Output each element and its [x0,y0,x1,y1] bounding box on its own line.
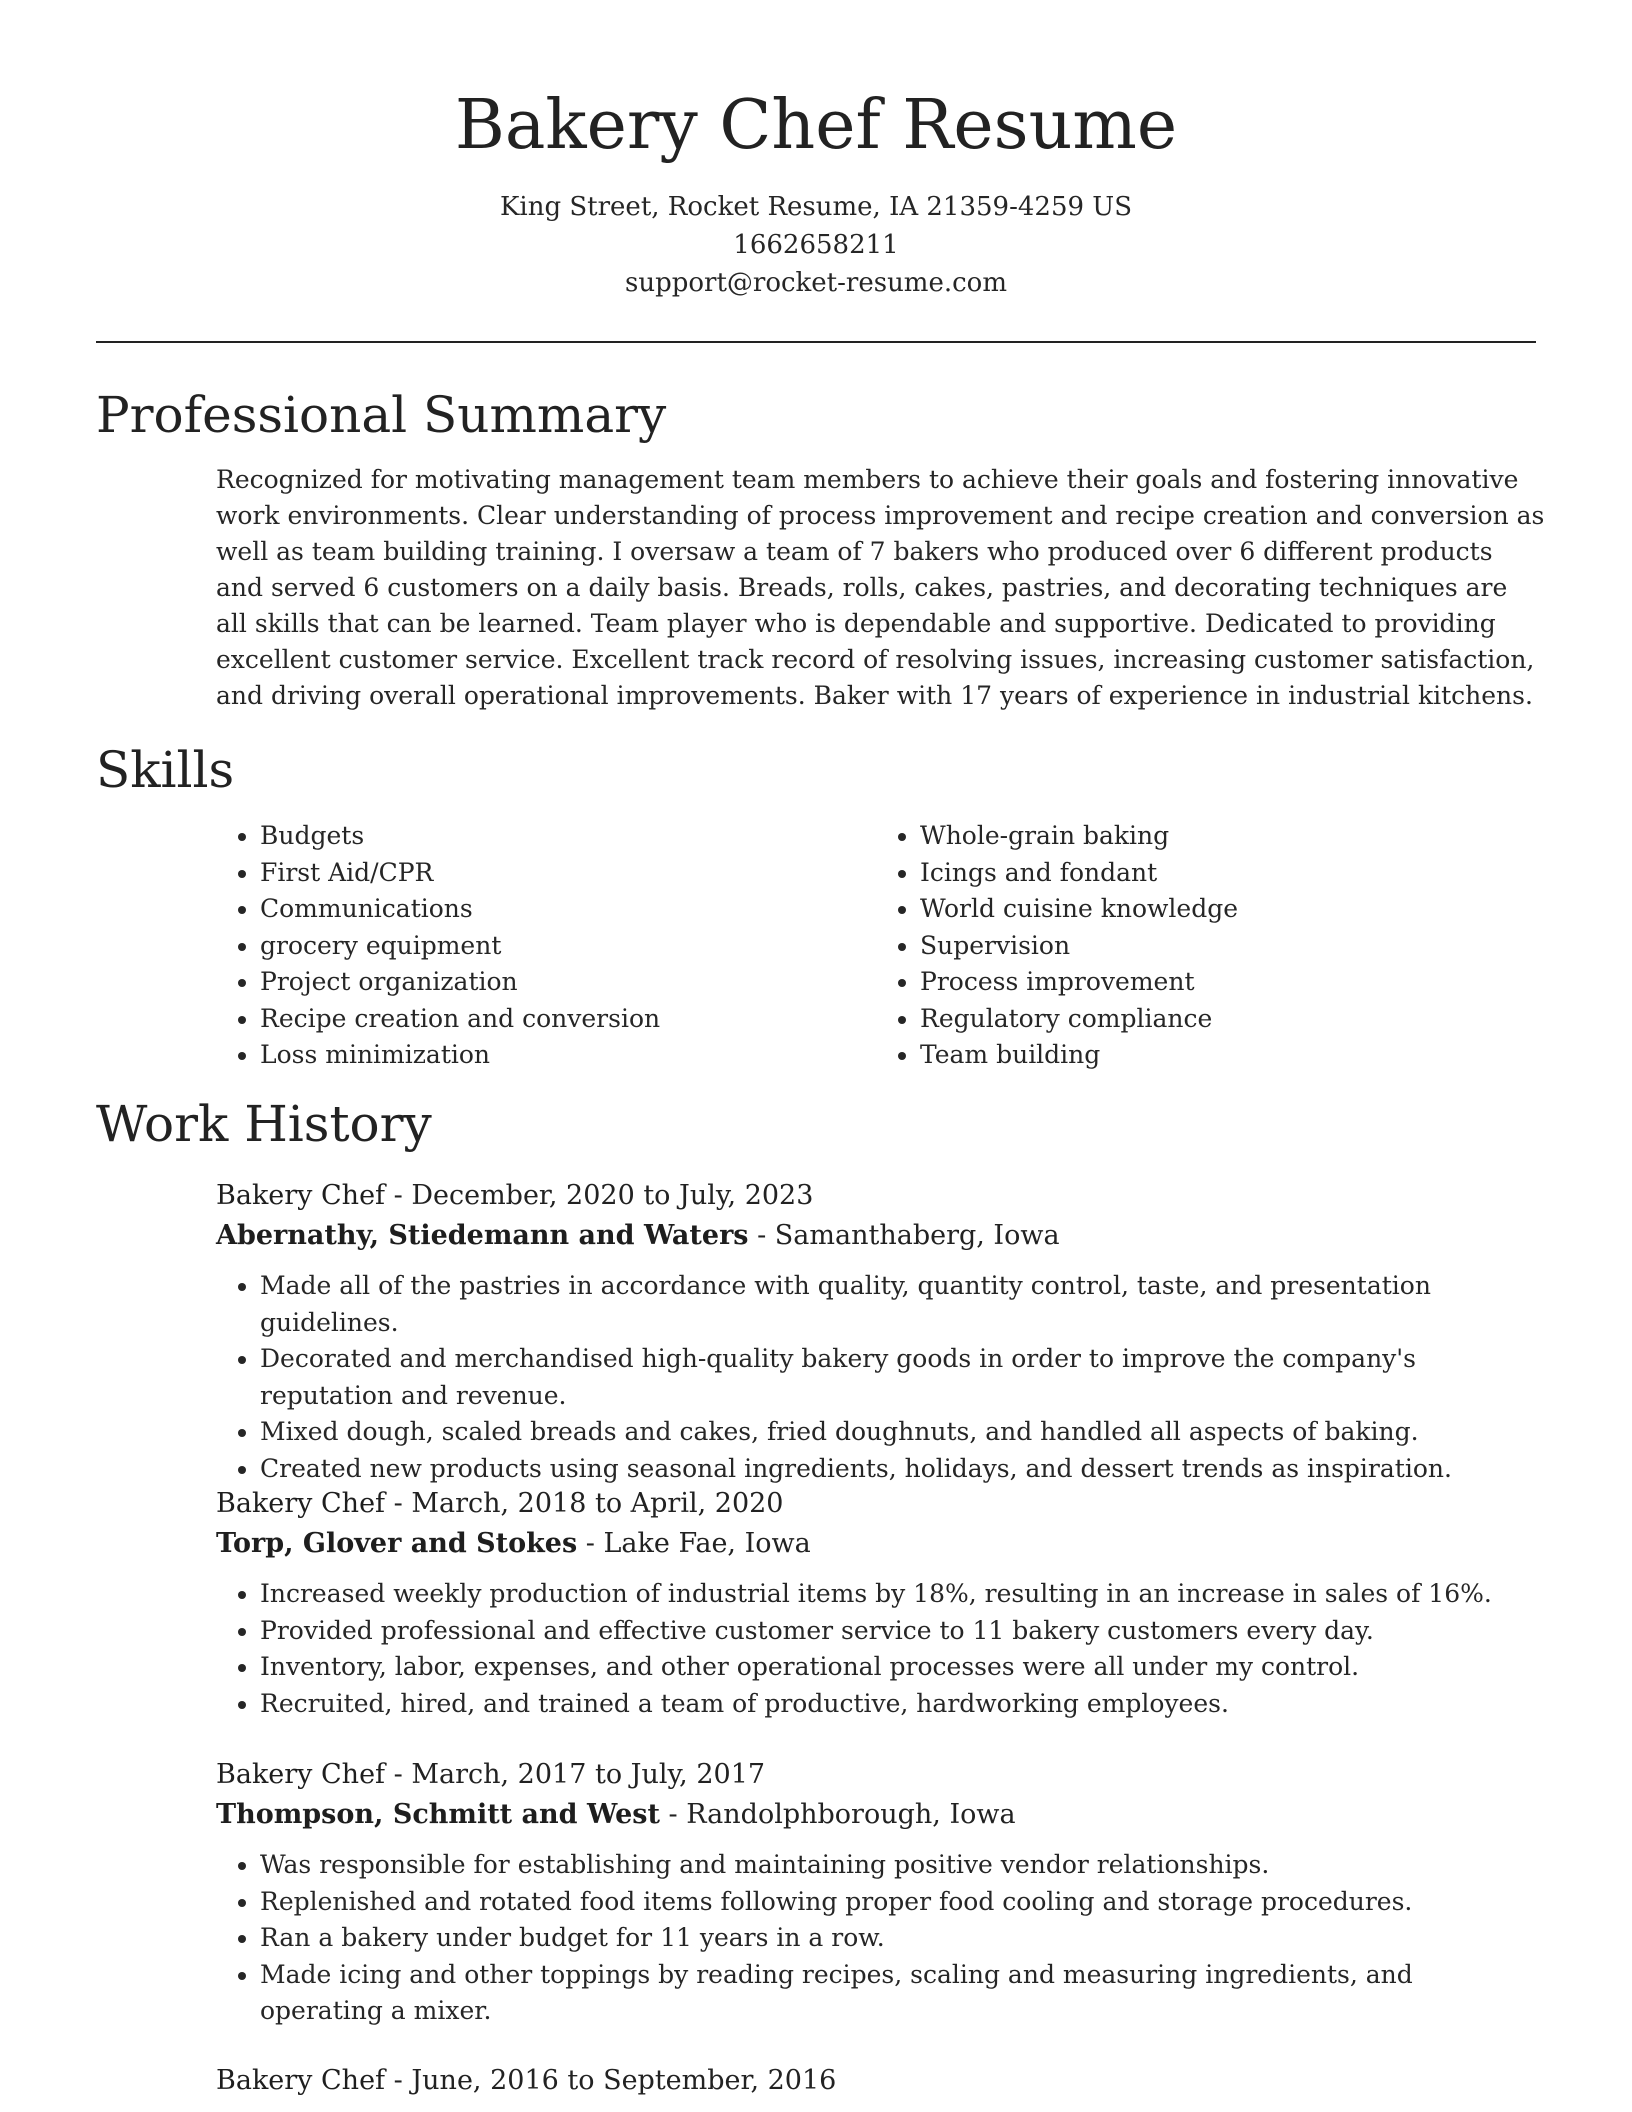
job-title: Bakery Chef [216,1488,386,1519]
job-dates: March, 2017 to July, 2017 [411,1759,766,1790]
resume-header [96,84,1536,302]
job-location: Lake Fae, Iowa [603,1528,811,1559]
job-title-line [216,1176,1536,1216]
job-company: Abernathy, Stiedemann and Waters [216,1220,749,1251]
job-bullet: • Recruited, hired, and trained a team of productive, hardworking employees. [260,1686,1536,1723]
separator: - [385,1180,412,1211]
skill-item: • World cuisine knowledge [920,891,1536,928]
job-company-line [216,1795,1536,1835]
separator: - [659,1799,687,1830]
job-bullet: • Provided professional and effective customer service to 11 bakery customers every day. [260,1613,1536,1650]
job-title: Bakery Chef [216,1759,386,1790]
job-bullet: • Made icing and other toppings by reading recipes, scaling and measuring ingredients, and operating a mixer. [260,1957,1536,2030]
skill-item: • Regulatory compliance [920,1001,1536,1038]
skill-item: • Whole-grain baking [920,818,1536,855]
job-location: Randolphborough, Iowa [686,1799,1016,1830]
job-bullet: • Replenished and rotated food items following proper food cooling and storage procedures. [260,1884,1536,1921]
work-history-heading: Work History [96,1095,432,1153]
skills-list [216,818,1536,1074]
job-company: Thompson, Schmitt and West [216,1799,660,1830]
job-bullet: • Ran a bakery under budget for 11 years in a row. [260,1920,1536,1957]
job-title: Bakery Chef [216,2065,386,2096]
skill-item: • Loss minimization [260,1037,876,1074]
address: King Street, Rocket Resume, IA 21359-4259 US [499,192,1133,222]
skill-item: • Supervision [920,928,1536,965]
skill-item: • Process improvement [920,964,1536,1001]
separator: - [385,2065,412,2096]
skill-item: • Communications [260,891,876,928]
job-company-line [216,1524,1536,1564]
separator: - [385,1759,412,1790]
job-bullets [216,1576,1536,1722]
job-dates: June, 2016 to September, 2016 [411,2065,837,2096]
skill-item: • Project organization [260,964,876,1001]
separator: - [748,1220,775,1251]
skills-column-right [876,818,1536,1074]
header-divider [96,341,1536,343]
job-bullet: • Was responsible for establishing and maintaining positive vendor relationships. [260,1847,1536,1884]
job-company: Torp, Glover and Stokes [216,1528,578,1559]
job-bullets [216,1847,1536,2030]
separator: - [577,1528,604,1559]
job-bullet: • Decorated and merchandised high-quality bakery goods in order to improve the company's reputation and revenue. [260,1341,1536,1414]
job-bullet: • Created new products using seasonal ingredients, holidays, and dessert trends as inspiration. [260,1451,1536,1488]
summary-text: Recognized for motivating management team members to achieve their goals and fostering innovative work environments. Clear understanding of process improvement and recipe creation and conversion as well as team building training. I oversaw a team of 7 bakers who produced over 6 different products and served 6 customers on a daily basis. Breads, rolls, cakes, pastries, and decorating techniques are all skills that can be learned. Team player who is dependable and supportive. Dedicated to providing excellent customer service. Excellent track record of resolving issues, increasing customer satisfaction, and driving overall operational improvements. Baker with 17 years of experience in industrial kitchens. [216,465,1545,710]
skill-item: • Icings and fondant [920,855,1536,892]
skills-column-left [216,818,876,1074]
job-dates: March, 2018 to April, 2020 [411,1488,784,1519]
page-title: Bakery Chef Resume [454,86,1178,165]
skill-item: • Team building [920,1037,1536,1074]
skill-item: • grocery equipment [260,928,876,965]
separator: - [385,1488,412,1519]
job-entry [216,2061,1536,2101]
job-bullet: • Inventory, labor, expenses, and other operational processes were all under my control. [260,1649,1536,1686]
summary-heading: Professional Summary [96,386,667,444]
job-bullets [216,1268,1536,1487]
job-dates: December, 2020 to July, 2023 [411,1180,814,1211]
job-title-line [216,1755,1536,1795]
job-bullet: • Made all of the pastries in accordance with quality, quantity control, taste, and presentation guidelines. [260,1268,1536,1341]
job-bullet: • Mixed dough, scaled breads and cakes, fried doughnuts, and handled all aspects of baking. [260,1414,1536,1451]
email: support@rocket-resume.com [624,268,1007,298]
job-title: Bakery Chef [216,1180,386,1211]
skill-item: • Budgets [260,818,876,855]
job-entry [216,1176,1536,1487]
skills-heading: Skills [96,741,235,799]
contact-block [96,188,1536,302]
skill-item: • First Aid/CPR [260,855,876,892]
job-bullet: • Increased weekly production of industrial items by 18%, resulting in an increase in sales of 16%. [260,1576,1536,1613]
job-title-line [216,2061,1536,2101]
skill-item: • Recipe creation and conversion [260,1001,876,1038]
job-company-line [216,1216,1536,1256]
job-title-line [216,1484,1536,1524]
job-location: Samanthaberg, Iowa [774,1220,1060,1251]
job-entry [216,1755,1536,2030]
job-entry [216,1484,1536,1722]
phone: 1662658211 [733,230,899,260]
